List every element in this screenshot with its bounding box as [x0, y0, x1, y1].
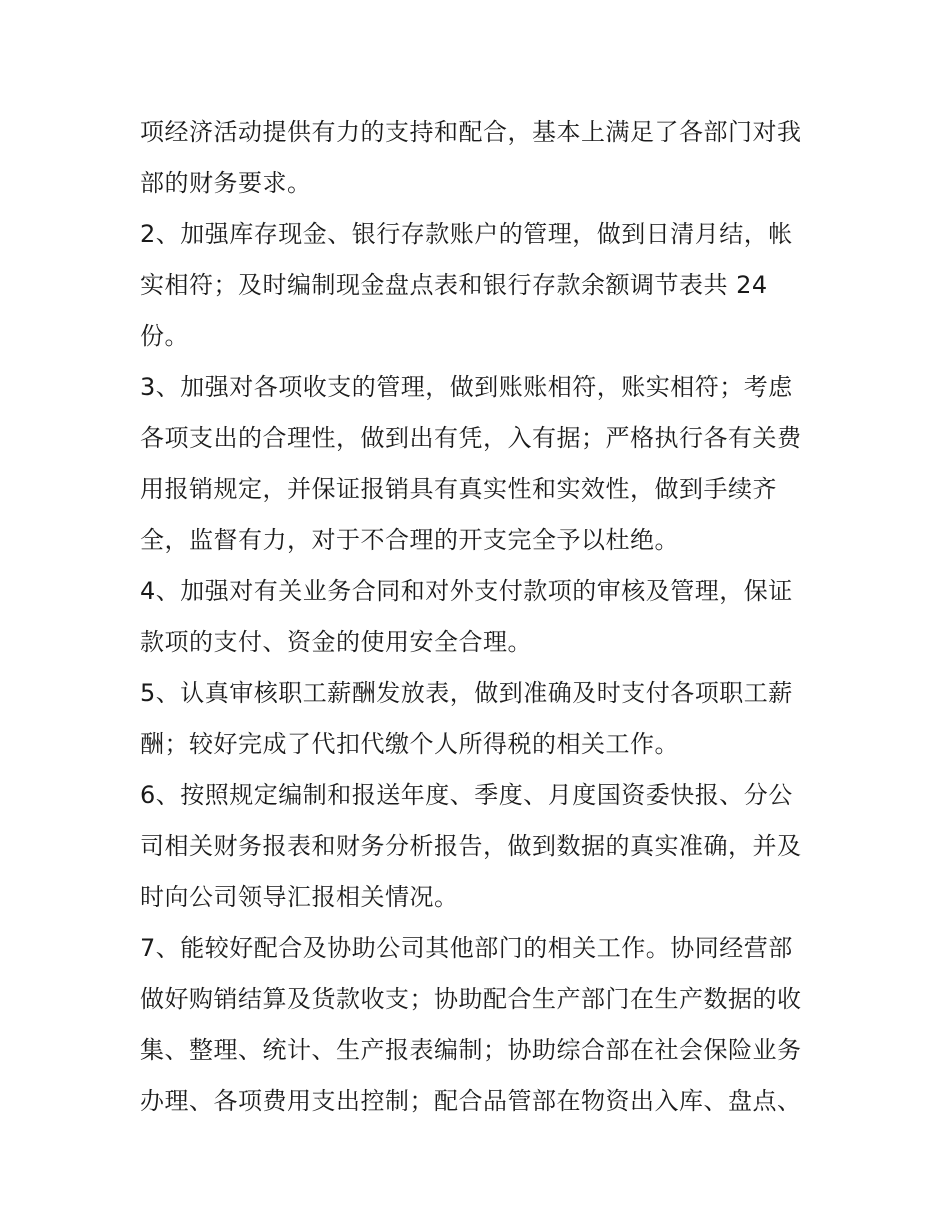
text-line: 部的财务要求。 — [140, 169, 312, 197]
text-line: 时向公司领导汇报相关情况。 — [140, 883, 459, 911]
document-body — [140, 107, 820, 1127]
text-line: 5、认真审核职工薪酬发放表，做到准确及时支付各项职工薪 — [140, 679, 793, 707]
text-line: 司相关财务报表和财务分析报告，做到数据的真实准确，并及 — [140, 832, 802, 860]
text-line: 办理、各项费用支出控制；配合品管部在物资出入库、盘点、 — [140, 1087, 802, 1115]
text-line: 3、加强对各项收支的管理，做到账账相符，账实相符；考虑 — [140, 373, 793, 401]
text-line: 实相符；及时编制现金盘点表和银行存款余额调节表共 24 — [140, 271, 768, 299]
text-line: 各项支出的合理性，做到出有凭，入有据；严格执行各有关费 — [140, 424, 802, 452]
text-line: 6、按照规定编制和报送年度、季度、月度国资委快报、分公 — [140, 781, 793, 809]
text-line: 款项的支付、资金的使用安全合理。 — [140, 628, 532, 656]
text-line: 份。 — [140, 322, 189, 350]
text-line: 4、加强对有关业务合同和对外支付款项的审核及管理，保证 — [140, 577, 793, 605]
text-line: 集、整理、统计、生产报表编制；协助综合部在社会保险业务 — [140, 1036, 802, 1064]
text-line: 2、加强库存现金、银行存款账户的管理，做到日清月结，帐 — [140, 220, 793, 248]
text-line: 酬；较好完成了代扣代缴个人所得税的相关工作。 — [140, 730, 679, 758]
text-line: 项经济活动提供有力的支持和配合，基本上满足了各部门对我 — [140, 118, 802, 146]
text-line: 7、能较好配合及协助公司其他部门的相关工作。协同经营部 — [140, 934, 793, 962]
text-line: 做好购销结算及货款收支；协助配合生产部门在生产数据的收 — [140, 985, 802, 1013]
text-line: 用报销规定，并保证报销具有真实性和实效性，做到手续齐 — [140, 475, 777, 503]
text-line: 全，监督有力，对于不合理的开支完全予以杜绝。 — [140, 526, 679, 554]
